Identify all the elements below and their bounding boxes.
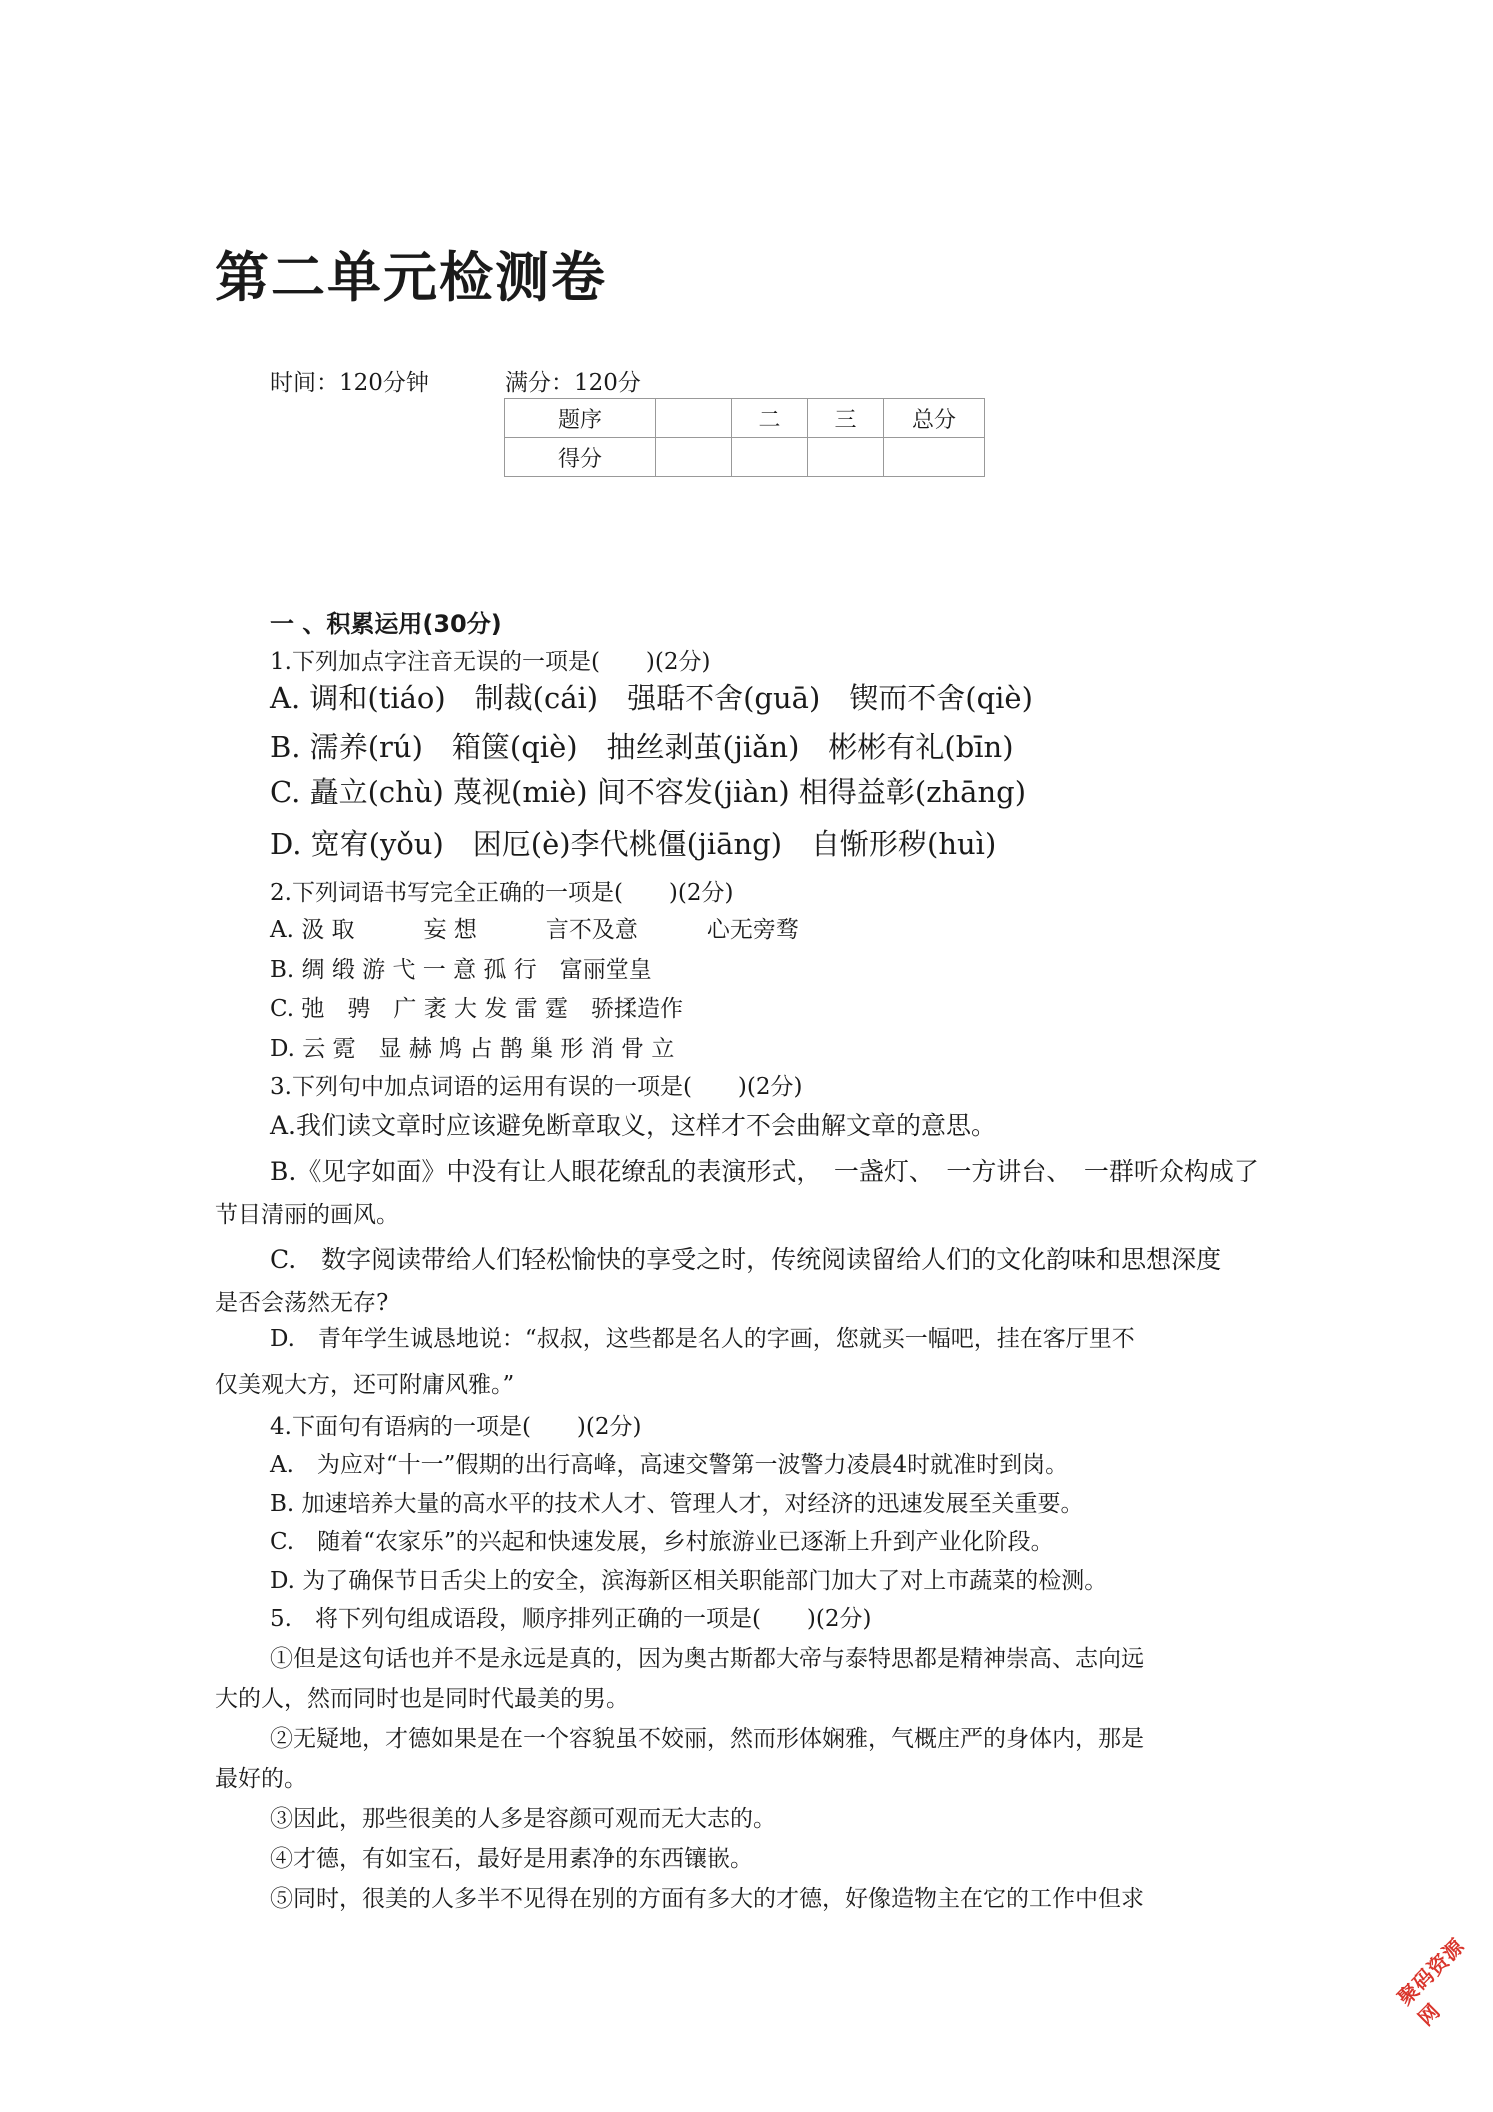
question-2-option-d: D. 云 霓 显 赫 鸠 占 鹊 巢 形 消 骨 立: [270, 1036, 675, 1062]
question-3-option-d: D. 青年学生诚恳地说：“叔叔，这些都是名人的字画，您就买一幅吧，挂在客厅里不: [270, 1326, 1135, 1352]
question-5-sentence-1-cont: 大的人，然而同时也是同时代最美的男。: [215, 1686, 629, 1712]
question-2-stem: 2.下列词语书写完全正确的一项是( )(2分): [270, 880, 734, 906]
question-1-option-a: A. 调和(tiáo) 制裁(cái) 强聒不舍(guā) 锲而不舍(qiè): [270, 681, 1033, 715]
question-4-option-a: A. 为应对“十一”假期的出行高峰，高速交警第一波警力凌晨4时就准时到岗。: [270, 1452, 1069, 1478]
question-4-option-b: B. 加速培养大量的高水平的技术人才、管理人才，对经济的迅速发展至关重要。: [270, 1491, 1084, 1517]
full-score: 满分：120分: [505, 370, 641, 396]
score-cell: [884, 438, 985, 477]
watermark: 聚码资源网: [1392, 1933, 1470, 2031]
score-header-cell: 三: [808, 399, 884, 438]
score-cell: [732, 438, 808, 477]
question-2-option-a: A. 汲 取 妄 想 言不及意 心无旁骛: [270, 917, 799, 943]
question-1-option-b: B. 濡养(rú) 箱箧(qiè) 抽丝剥茧(jiǎn) 彬彬有礼(bīn): [270, 730, 1014, 764]
score-header-cell: 二: [732, 399, 808, 438]
score-row-label: 得分: [505, 438, 656, 477]
question-3-option-a: A.我们读文章时应该避免断章取义，这样才不会曲解文章的意思。: [270, 1111, 997, 1140]
question-5-sentence-3: ③因此，那些很美的人多是容颜可观而无大志的。: [270, 1806, 776, 1832]
page-title: 第二单元检测卷: [215, 246, 607, 309]
question-3-option-b-cont: 节目清丽的画风。: [215, 1202, 399, 1228]
exam-time: 时间：120分钟: [270, 370, 429, 396]
question-5-sentence-5: ⑤同时，很美的人多半不见得在别的方面有多大的才德，好像造物主在它的工作中但求: [270, 1886, 1144, 1912]
question-3-option-d-cont: 仅美观大方，还可附庸风雅。”: [215, 1372, 515, 1398]
score-cell: [656, 438, 732, 477]
score-table: [504, 398, 985, 477]
score-header-cell: 题序: [505, 399, 656, 438]
question-5-sentence-2: ②无疑地，才德如果是在一个容貌虽不姣丽，然而形体娴雅，气概庄严的身体内，那是: [270, 1726, 1144, 1752]
score-header-cell: [656, 399, 732, 438]
score-table-row: [505, 438, 985, 477]
question-5-sentence-1: ①但是这句话也并不是永远是真的，因为奥古斯都大帝与泰特思都是精神崇高、志向远: [270, 1646, 1144, 1672]
question-1-option-c: C. 矗立(chù) 蔑视(miè) 间不容发(jiàn) 相得益彰(zhāng): [270, 775, 1027, 809]
question-5-sentence-2-cont: 最好的。: [215, 1766, 307, 1792]
question-1-stem: 1.下列加点字注音无误的一项是( )(2分): [270, 649, 711, 675]
score-table-header-row: [505, 399, 985, 438]
question-2-option-b: B. 绸 缎 游 弋 一 意 孤 行 富丽堂皇: [270, 957, 652, 983]
question-1-option-d: D. 宽宥(yǒu) 困厄(è)李代桃僵(jiāng) 自惭形秽(huì): [270, 827, 997, 861]
question-3-option-c-cont: 是否会荡然无存?: [215, 1290, 389, 1316]
question-5-sentence-4: ④才德，有如宝石，最好是用素净的东西镶嵌。: [270, 1846, 753, 1872]
score-header-cell: 总分: [884, 399, 985, 438]
question-4-stem: 4.下面句有语病的一项是( )(2分): [270, 1414, 642, 1440]
question-2-option-c: C. 弛 骋 广 袤 大 发 雷 霆 骄揉造作: [270, 996, 683, 1022]
question-3-option-c: C. 数字阅读带给人们轻松愉快的享受之时，传统阅读留给人们的文化韵味和思想深度: [270, 1245, 1222, 1274]
question-5-stem: 5. 将下列句组成语段，顺序排列正确的一项是( )(2分): [270, 1606, 872, 1632]
score-cell: [808, 438, 884, 477]
question-4-option-d: D. 为了确保节日舌尖上的安全，滨海新区相关职能部门加大了对上市蔬菜的检测。: [270, 1568, 1108, 1594]
question-4-option-c: C. 随着“农家乐”的兴起和快速发展，乡村旅游业已逐渐上升到产业化阶段。: [270, 1529, 1054, 1555]
question-3-option-b: B.《见字如面》中没有让人眼花缭乱的表演形式， 一盏灯、 一方讲台、 一群听众构成了: [270, 1157, 1259, 1186]
question-3-stem: 3.下列句中加点词语的运用有误的一项是( )(2分): [270, 1074, 803, 1100]
section-heading: 一 、积累运用(30分): [270, 610, 502, 638]
